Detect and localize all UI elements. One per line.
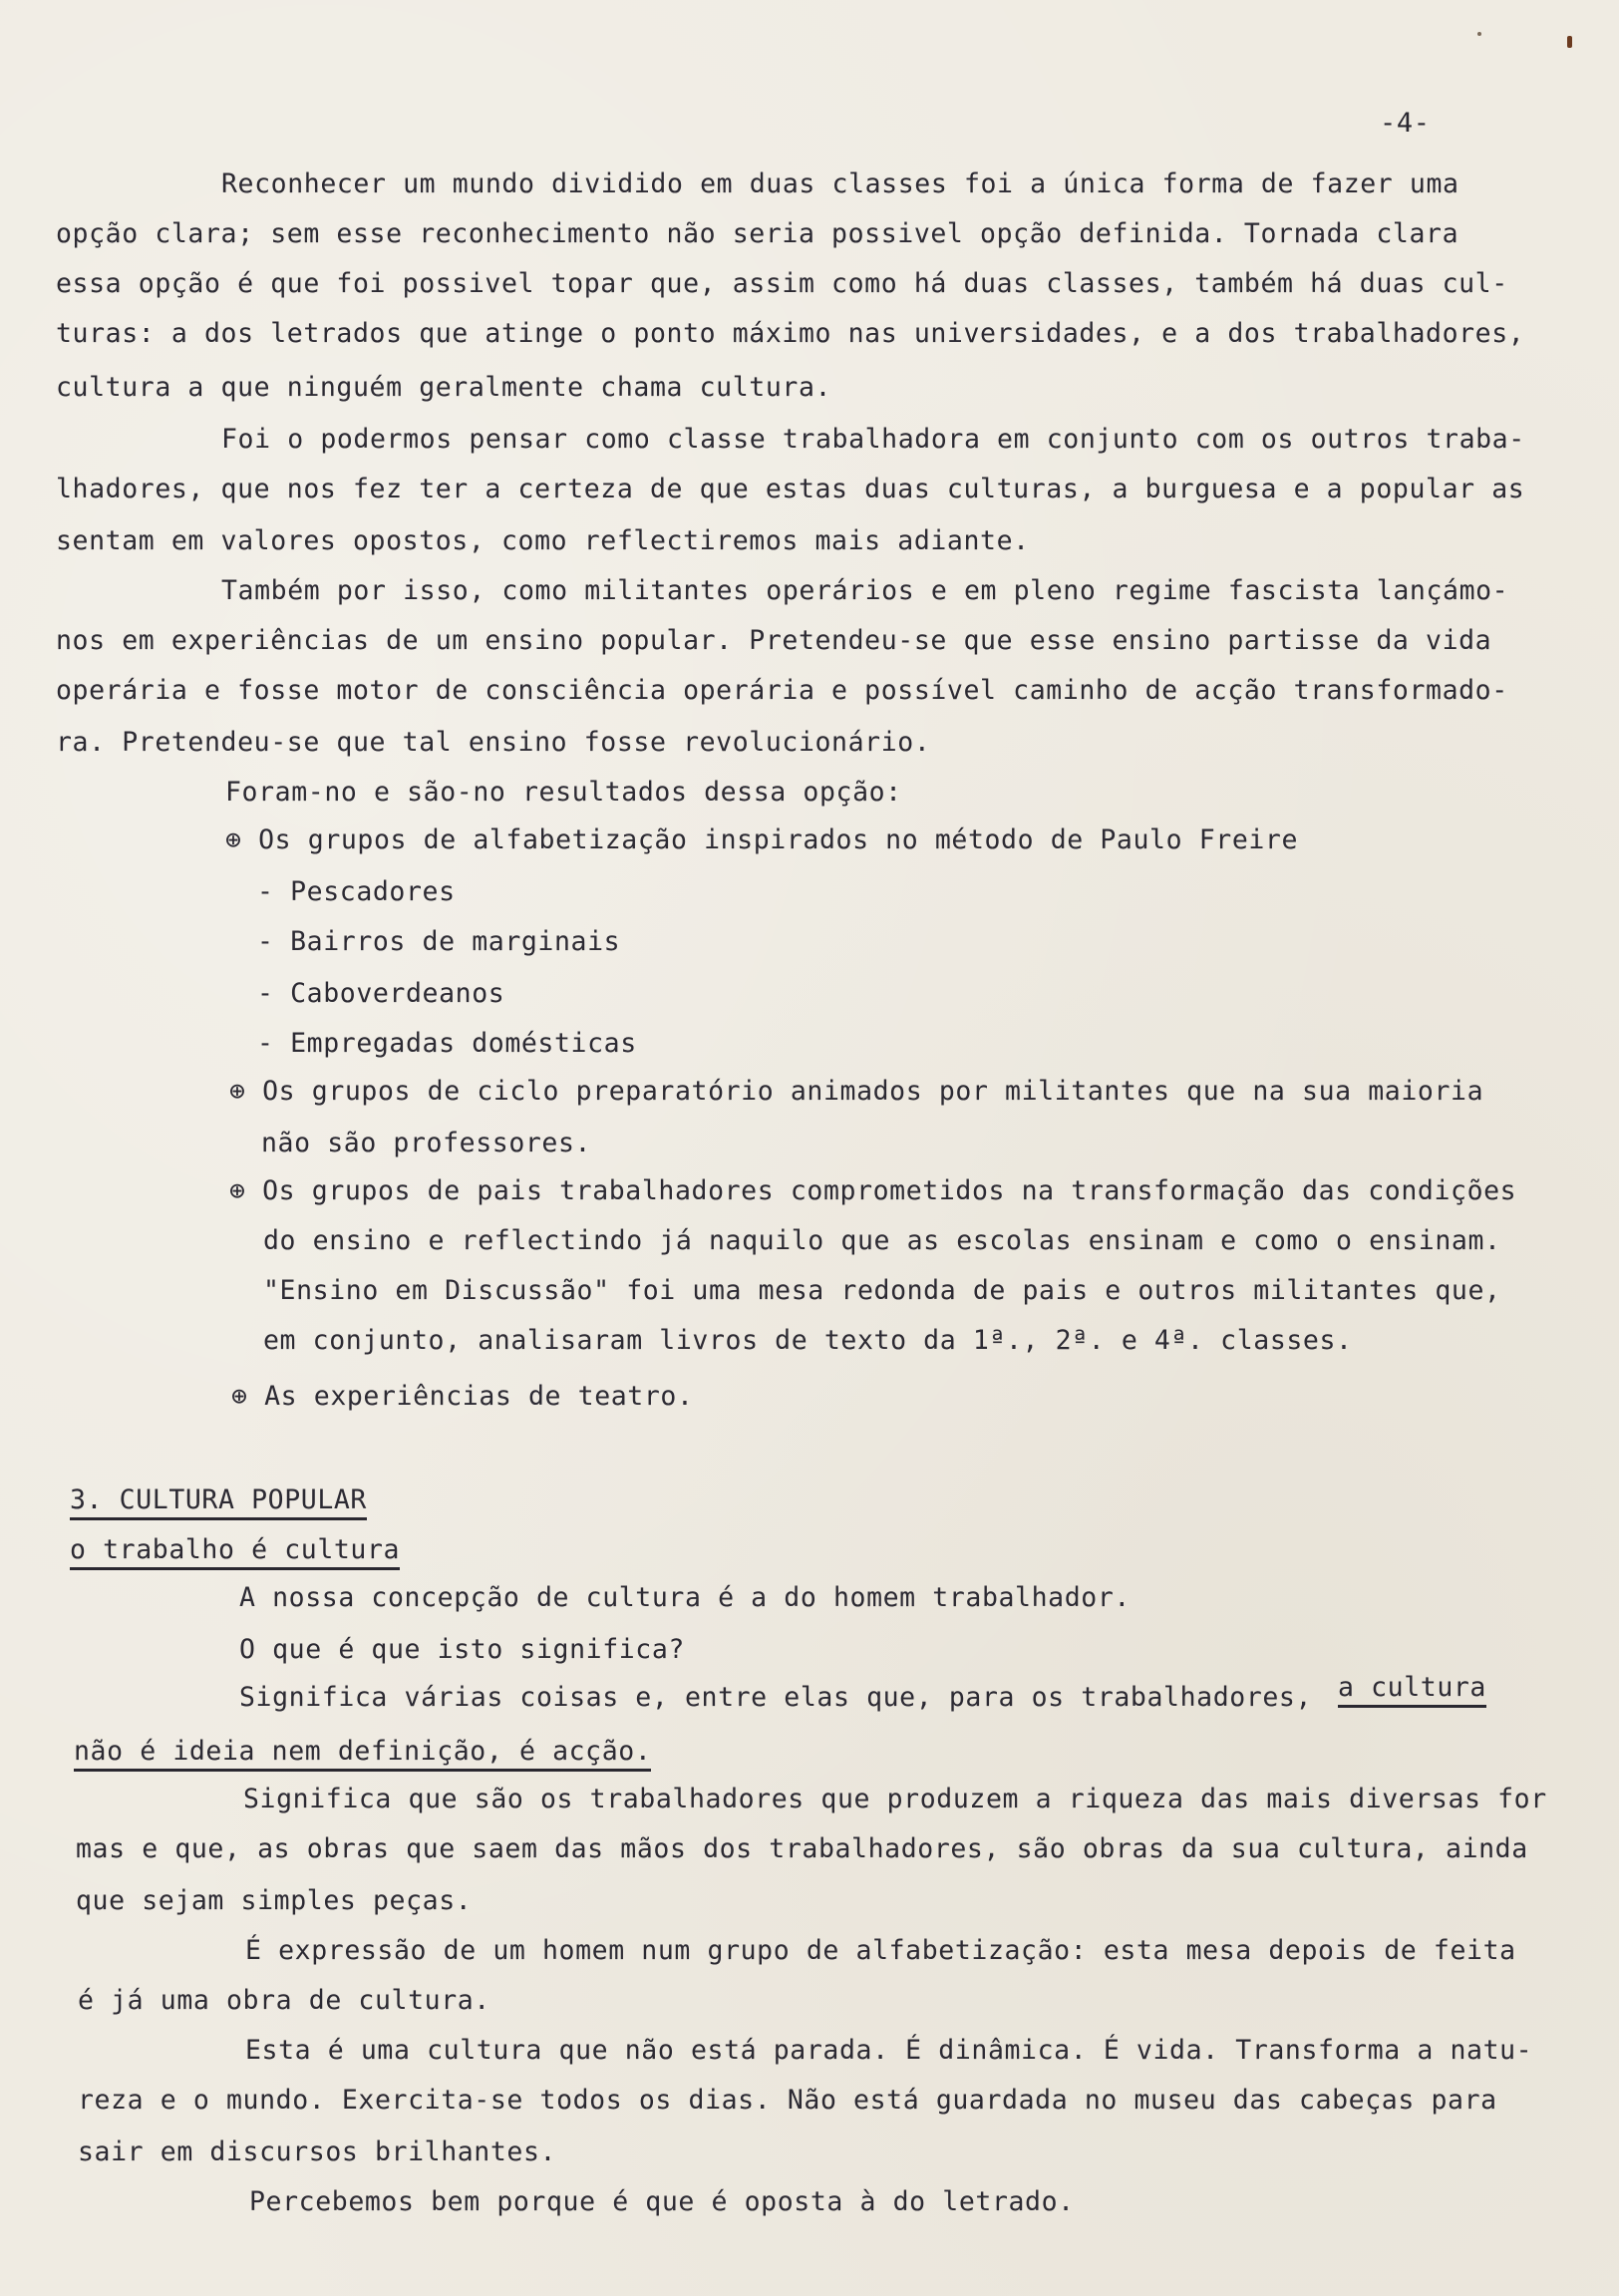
- text-line: Foram-no e são-no resultados dessa opção:: [225, 777, 902, 808]
- text-line: Significa que são os trabalhadores que produzem a riqueza das mais diversas for: [243, 1784, 1547, 1814]
- ink-dot: [1477, 32, 1481, 36]
- text-line: não são professores.: [261, 1128, 592, 1158]
- text-line: ra. Pretendeu-se que tal ensino fosse revolucionário.: [56, 727, 931, 758]
- ink-mark: [1567, 36, 1572, 48]
- list-subitem: - Empregadas domésticas: [257, 1028, 637, 1059]
- text-line: turas: a dos letrados que atinge o ponto máximo nas universidades, e a dos trabalhadores,: [56, 318, 1525, 349]
- list-subitem: - Bairros de marginais: [257, 926, 621, 957]
- text-line: lhadores, que nos fez ter a certeza de que estas duas culturas, a burguesa e a popular as: [56, 474, 1525, 504]
- section-heading: 3. CULTURA POPULAR: [70, 1487, 367, 1520]
- underlined-phrase: não é ideia nem definição, é acção.: [74, 1739, 651, 1772]
- text-line: Também por isso, como militantes operários e em pleno regime fascista lançámo-: [221, 575, 1509, 606]
- list-item: ⊕ Os grupos de ciclo preparatório animados por militantes que na sua maioria: [229, 1076, 1484, 1107]
- text-line: operária e fosse motor de consciência operária e possível caminho de acção transformado-: [56, 675, 1508, 706]
- list-item: ⊕ Os grupos de pais trabalhadores comprometidos na transformação das condições: [229, 1175, 1517, 1206]
- text-line: Foi o podermos pensar como classe trabalhadora em conjunto com os outros traba-: [221, 424, 1525, 455]
- list-subitem: - Caboverdeanos: [257, 978, 505, 1009]
- text-line: Significa várias coisas e, entre elas que, para os trabalhadores,: [239, 1682, 1313, 1713]
- text-line: que sejam simples peças.: [76, 1885, 473, 1916]
- text-line: sentam em valores opostos, como reflectiremos mais adiante.: [56, 525, 1030, 556]
- text-line: Percebemos bem porque é que é oposta à do letrado.: [249, 2186, 1075, 2217]
- text-line: mas e que, as obras que saem das mãos dos trabalhadores, são obras da sua cultura, ainda: [76, 1833, 1528, 1864]
- text-line: opção clara; sem esse reconhecimento não seria possivel opção definida. Tornada clara: [56, 218, 1459, 249]
- page-number: -4-: [1380, 108, 1431, 139]
- list-item: ⊕ As experiências de teatro.: [231, 1381, 694, 1412]
- text-line: Reconhecer um mundo dividido em duas classes foi a única forma de fazer uma: [221, 168, 1459, 199]
- text-line: é já uma obra de cultura.: [78, 1985, 490, 2016]
- text-line: O que é que isto significa?: [239, 1634, 685, 1665]
- underlined-phrase: a cultura: [1338, 1675, 1486, 1708]
- list-subitem: - Pescadores: [257, 876, 456, 907]
- text-line: "Ensino em Discussão" foi uma mesa redonda de pais e outros militantes que,: [263, 1275, 1501, 1306]
- list-item: ⊕ Os grupos de alfabetização inspirados no método de Paulo Freire: [225, 824, 1299, 855]
- text-line: nos em experiências de um ensino popular. Pretendeu-se que esse ensino partisse da vida: [56, 625, 1492, 656]
- section-subheading: o trabalho é cultura: [70, 1537, 400, 1570]
- text-line: Esta é uma cultura que não está parada. É dinâmica. É vida. Transforma a natu-: [245, 2035, 1533, 2066]
- text-line: É expressão de um homem num grupo de alfabetização: esta mesa depois de feita: [245, 1935, 1516, 1966]
- text-line: sair em discursos brilhantes.: [78, 2136, 557, 2167]
- text-line: essa opção é que foi possivel topar que, assim como há duas classes, também há duas cul-: [56, 268, 1508, 299]
- text-line: A nossa concepção de cultura é a do homem trabalhador.: [239, 1582, 1131, 1613]
- text-line: reza e o mundo. Exercita-se todos os dias. Não está guardada no museu das cabeças para: [78, 2085, 1497, 2116]
- text-line: em conjunto, analisaram livros de texto da 1ª., 2ª. e 4ª. classes.: [263, 1325, 1353, 1356]
- text-line: do ensino e reflectindo já naquilo que as escolas ensinam e como o ensinam.: [263, 1225, 1501, 1256]
- text-line: cultura a que ninguém geralmente chama cultura.: [56, 372, 832, 403]
